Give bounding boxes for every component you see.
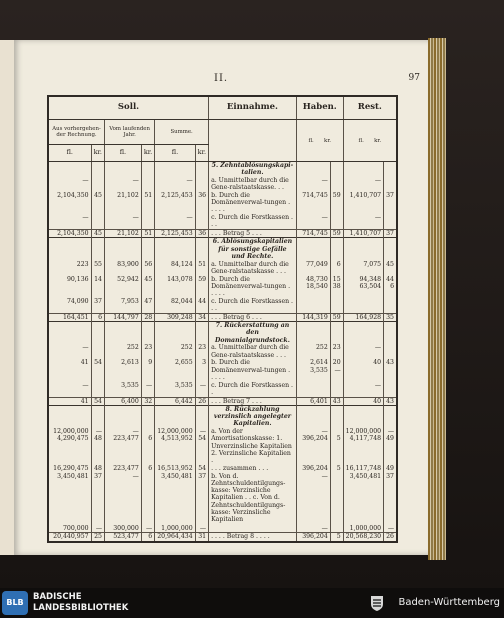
- book-edge: [428, 38, 446, 560]
- cell-b: 21,102: [105, 192, 142, 214]
- table-row: [49, 473, 396, 525]
- rest-kr: kr.: [374, 137, 382, 144]
- cell-b: — 223,477: [105, 428, 142, 465]
- cell-a: 16,290,475: [53, 465, 89, 473]
- cell-d: 8. Rückzahlung verzinslich angelegter Kapitalien.: [209, 405, 297, 428]
- cell-ak: 48: [91, 465, 104, 472]
- state-name[interactable]: Baden-Württemberg: [398, 597, 500, 608]
- cell-b: [105, 322, 142, 345]
- cell-ak: [91, 238, 104, 261]
- cell-ck: — 54: [195, 428, 208, 465]
- cell-d: . . . Betrag 6 . . .: [209, 313, 297, 321]
- cell-a: 223: [76, 260, 89, 268]
- cell-a: [49, 162, 91, 177]
- cell-ck: [195, 405, 208, 428]
- cell-ck: 34: [195, 313, 208, 321]
- cell-e: 714,745: [296, 229, 330, 237]
- section-header-row: [49, 162, 396, 177]
- cell-bk: 47: [141, 298, 154, 313]
- cell-f: [343, 405, 383, 428]
- cell-e: [296, 382, 330, 397]
- cell-ak: — 48: [91, 428, 104, 465]
- cell-ck: [195, 162, 208, 177]
- cell-fk: 49: [384, 465, 396, 472]
- cell-a: 3,450,481: [57, 472, 89, 480]
- section-header-row: [49, 405, 396, 428]
- cell-e: —: [296, 214, 330, 229]
- cell-ck: 59: [195, 276, 208, 298]
- cell-f: 40: [343, 397, 383, 405]
- cell-ek: 23: [330, 344, 343, 359]
- cell-d: . . . zusammen . . .: [209, 465, 297, 472]
- cell-ek: [330, 525, 343, 533]
- cell-ek: [330, 214, 343, 229]
- cell-b: 523,477: [105, 533, 142, 541]
- cell-b: 2,613: [105, 359, 142, 381]
- cell-fk: [384, 405, 396, 428]
- total-row: [49, 229, 396, 237]
- cell-c: [155, 322, 195, 345]
- cell-bk: 6: [141, 465, 154, 472]
- rest-header: Rest.: [343, 97, 396, 120]
- cell-ck: [195, 322, 208, 345]
- cell-ck: [195, 177, 208, 192]
- cell-bk: 6: [141, 533, 154, 541]
- cell-ak: [91, 382, 104, 397]
- cell-ak: 55: [91, 261, 104, 276]
- left-page-edge: [0, 40, 15, 555]
- cell-ek: 5: [330, 533, 343, 541]
- cell-bk: [141, 322, 154, 345]
- cell-d: a. Unmittelbar durch die Gene-ralstaatskasse. . .: [209, 177, 297, 192]
- cell-ck: 36: [195, 192, 208, 214]
- cell-ck: 3: [195, 359, 208, 381]
- haben-fl: fl.: [308, 137, 314, 144]
- cell-b: 83,900: [105, 261, 142, 276]
- cell-ak: 54: [91, 359, 104, 381]
- cell-a: —: [82, 344, 89, 352]
- cell-fk: [384, 322, 396, 345]
- cell-e: 396,204: [296, 533, 330, 541]
- cell-b: —: [105, 473, 142, 525]
- cell-f: 1,000,000: [343, 525, 383, 533]
- cell-f: 94,348 63,504: [343, 276, 383, 298]
- cell-c: 252: [155, 344, 195, 359]
- book-page: [14, 40, 430, 555]
- soll-current-header: Vom laufenden Jahr.: [105, 120, 155, 145]
- cell-d: b. Durch die Domänenverwal-tungen . . . . .: [209, 359, 297, 381]
- cell-ck: 23: [195, 344, 208, 359]
- haben-header: Haben.: [296, 97, 343, 120]
- cell-a: 2,104,350: [49, 229, 91, 237]
- cell-a: 2,104,350: [57, 191, 89, 199]
- cell-bk: [141, 214, 154, 229]
- cell-ek: [330, 177, 343, 192]
- cell-a: [49, 322, 91, 345]
- cell-d: a. Von der Amortisationskasse: 1. Unverzinsliche Kapitalien 2. Verzinsliche Kapitalien .: [209, 428, 297, 465]
- cell-bk: [141, 177, 154, 192]
- cell-e: [296, 405, 330, 428]
- table-row: [49, 525, 396, 533]
- cell-f: [343, 322, 383, 345]
- cell-f: [343, 162, 383, 177]
- cell-ek: 20 —: [330, 359, 343, 381]
- cell-e: 396,204: [296, 465, 330, 472]
- cell-ek: 59: [330, 192, 343, 214]
- cell-c: —: [155, 177, 195, 192]
- cell-ak: [91, 177, 104, 192]
- cell-c: 12,000,000 4,513,952: [155, 428, 195, 465]
- cell-b: 6,400: [105, 397, 142, 405]
- cell-ck: —: [195, 525, 208, 533]
- cell-ek: [330, 473, 343, 525]
- cell-bk: 51: [141, 229, 154, 237]
- cell-b: [105, 162, 142, 177]
- cell-c: 84,124: [155, 261, 195, 276]
- cell-a: 74,090: [66, 297, 89, 305]
- cell-b: —: [105, 214, 142, 229]
- cell-a: 41: [49, 397, 91, 405]
- cell-f: —: [343, 177, 383, 192]
- cell-bk: [141, 473, 154, 525]
- cell-bk: —: [141, 382, 154, 397]
- table-row: [49, 276, 396, 298]
- page-number: 97: [408, 73, 420, 83]
- cell-ek: [330, 322, 343, 345]
- cell-d: 5. Zehntablösungskapi-talien.: [209, 162, 297, 177]
- table-row: [49, 214, 396, 229]
- cell-ek: 43: [330, 397, 343, 405]
- cell-c: 20,964,434: [155, 533, 195, 541]
- cell-d: c. Durch die Forstkassen . . .: [209, 298, 297, 313]
- cell-d: b. Durch die Domänenverwal-tungen . . . . .: [209, 276, 297, 298]
- cell-ak: [91, 322, 104, 345]
- cell-ak: 6: [91, 313, 104, 321]
- cell-a: 12,000,000 4,290,475: [53, 428, 89, 443]
- cell-ck: 26: [195, 397, 208, 405]
- cell-f: [343, 238, 383, 261]
- cell-a: 164,451: [49, 313, 91, 321]
- cell-f: 20,568,230: [343, 533, 383, 541]
- cell-b: 300,000: [105, 525, 142, 533]
- unit-fl-2: fl.: [105, 145, 142, 162]
- cell-ak: 37: [91, 298, 104, 313]
- unit-kr-3: kr.: [195, 145, 208, 162]
- cell-ek: [330, 238, 343, 261]
- total-row: [49, 313, 396, 321]
- cell-a: —: [82, 381, 89, 389]
- cell-ek: 59: [330, 229, 343, 237]
- cell-a: 20,440,957: [49, 533, 91, 541]
- cell-a: 41: [80, 359, 89, 367]
- cell-ck: 44: [195, 298, 208, 313]
- cell-f: —: [343, 344, 383, 359]
- cell-f: —: [343, 214, 383, 229]
- cell-ck: [195, 214, 208, 229]
- cell-bk: 45: [141, 276, 154, 298]
- cell-bk: 56: [141, 261, 154, 276]
- library-name-line2: LANDESBIBLIOTHEK: [33, 602, 129, 613]
- cell-ck: 54: [195, 465, 208, 472]
- cell-c: —: [155, 214, 195, 229]
- cell-ak: 14: [91, 276, 104, 298]
- cell-d: c. Durch die Forstkassen . .: [209, 382, 297, 397]
- cell-bk: 51: [141, 192, 154, 214]
- cell-e: 2,614 3,535: [296, 359, 330, 381]
- cell-c: [155, 162, 195, 177]
- cell-ek: 5: [330, 465, 343, 472]
- cell-c: 2,125,453: [155, 192, 195, 214]
- cell-d: . . . Betrag 7 . . .: [209, 397, 297, 405]
- cell-b: 3,535: [105, 382, 142, 397]
- cell-b: 223,477: [105, 465, 142, 472]
- cell-ek: 59: [330, 313, 343, 321]
- cell-e: —: [296, 473, 330, 525]
- cell-bk: 6: [141, 428, 154, 465]
- cell-c: 143,078: [155, 276, 195, 298]
- cell-ak: —: [91, 525, 104, 533]
- library-name-line1: BADISCHE: [33, 592, 82, 602]
- cell-ck: 36: [195, 229, 208, 237]
- cell-ak: 37: [91, 473, 104, 525]
- cell-f: 7,075: [343, 261, 383, 276]
- state-crest-icon: [370, 595, 384, 611]
- library-footer: [0, 588, 504, 618]
- cell-b: 144,797: [105, 313, 142, 321]
- cell-bk: [141, 162, 154, 177]
- cell-f: 16,117,748: [343, 465, 383, 472]
- cell-a: 90,136: [66, 275, 89, 283]
- unit-kr-2: kr.: [141, 145, 154, 162]
- cell-fk: 37: [384, 229, 396, 237]
- cell-b: 52,942: [105, 276, 142, 298]
- table-row: [49, 428, 396, 465]
- cell-c: [155, 238, 195, 261]
- haben-kr: kr.: [324, 137, 332, 144]
- cell-ek: 15 38: [330, 276, 343, 298]
- table-row: [49, 382, 396, 397]
- cell-b: [105, 405, 142, 428]
- cell-fk: —: [384, 525, 396, 533]
- cell-e: — 396,204: [296, 428, 330, 465]
- cell-bk: [141, 405, 154, 428]
- cell-f: —: [343, 382, 383, 397]
- cell-a: [49, 238, 91, 261]
- cell-c: 309,248: [155, 313, 195, 321]
- cell-d: a. Unmittelbar durch die Gene-ralstaatskasse . . .: [209, 261, 297, 276]
- cell-ek: [330, 405, 343, 428]
- soll-header: Soll.: [49, 97, 209, 120]
- soll-prev-header: Aus vorhergehen- der Rechnung.: [49, 120, 105, 145]
- cell-f: 40: [343, 359, 383, 381]
- table-row: [49, 177, 396, 192]
- cell-a: [49, 405, 91, 428]
- einnahme-header: Einnahme.: [209, 97, 297, 120]
- cell-ak: [91, 344, 104, 359]
- cell-d: a. Unmittelbar durch die Gene-ralstaatskasse . . .: [209, 344, 297, 359]
- cell-e: 714,745: [296, 192, 330, 214]
- unit-fl-1: fl.: [49, 145, 91, 162]
- cell-e: —: [296, 525, 330, 533]
- table-row: [49, 298, 396, 313]
- cell-e: [296, 238, 330, 261]
- cell-c: 3,450,481: [155, 473, 195, 525]
- cell-bk: 28: [141, 313, 154, 321]
- table-row: [49, 465, 396, 472]
- cell-fk: [384, 214, 396, 229]
- cell-fk: [384, 344, 396, 359]
- cell-a: 700,000: [63, 524, 89, 532]
- cell-f: 164,928: [343, 313, 383, 321]
- cell-e: 6,401: [296, 397, 330, 405]
- cell-c: 16,513,952: [155, 465, 195, 472]
- cell-e: 252: [296, 344, 330, 359]
- cell-a: —: [82, 214, 89, 222]
- soll-sum-header: Summe.: [155, 120, 209, 145]
- cell-c: 2,655: [155, 359, 195, 381]
- section-header-row: [49, 238, 396, 261]
- cell-ck: 51: [195, 261, 208, 276]
- cell-ak: 45: [91, 192, 104, 214]
- cell-d: . . . . Betrag 8 . . . .: [209, 533, 297, 541]
- cell-e: —: [296, 177, 330, 192]
- running-head: II.: [214, 73, 229, 84]
- cell-fk: 35: [384, 313, 396, 321]
- cell-bk: 9: [141, 359, 154, 381]
- cell-bk: [141, 238, 154, 261]
- cell-bk: 32: [141, 397, 154, 405]
- library-name: [33, 592, 128, 613]
- rest-fl: fl.: [358, 137, 364, 144]
- cell-fk: [384, 298, 396, 313]
- cell-d: 6. Ablösungskapitalien für sonstige Gefälle und Rechte.: [209, 238, 297, 261]
- cell-fk: 45: [384, 261, 396, 276]
- cell-ek: [330, 382, 343, 397]
- cell-d: . . . Betrag 5 . . .: [209, 229, 297, 237]
- cell-bk: —: [141, 525, 154, 533]
- cell-e: [296, 298, 330, 313]
- cell-c: 1,000,000: [155, 525, 195, 533]
- cell-fk: 37: [384, 473, 396, 525]
- table-row: [49, 192, 396, 214]
- cell-b: [105, 238, 142, 261]
- unit-kr-1: kr.: [91, 145, 104, 162]
- cell-ek: 5: [330, 428, 343, 465]
- cell-f: 1,410,707: [343, 192, 383, 214]
- cell-b: 21,102: [105, 229, 142, 237]
- cell-b: 7,953: [105, 298, 142, 313]
- cell-ek: 6: [330, 261, 343, 276]
- cell-ek: [330, 162, 343, 177]
- cell-c: 6,442: [155, 397, 195, 405]
- cell-e: 48,730 18,540: [296, 276, 330, 298]
- cell-b: 252: [105, 344, 142, 359]
- cell-fk: [384, 177, 396, 192]
- cell-ck: 31: [195, 533, 208, 541]
- section-header-row: [49, 322, 396, 345]
- cell-ck: 37: [195, 473, 208, 525]
- cell-f: [343, 298, 383, 313]
- cell-c: 2,125,453: [155, 229, 195, 237]
- cell-c: 82,044: [155, 298, 195, 313]
- blb-logo[interactable]: BLB: [2, 591, 28, 615]
- cell-fk: 43: [384, 397, 396, 405]
- cell-b: —: [105, 177, 142, 192]
- cell-ak: 25: [91, 533, 104, 541]
- cell-a: —: [82, 176, 89, 184]
- cell-ek: [330, 298, 343, 313]
- cell-ak: 54: [91, 397, 104, 405]
- cell-c: [155, 405, 195, 428]
- cell-d: b. Von d. Zehntschuldentilgungs-kasse: Verzinsliche Kapitalien . . c. Von d. Zehntschuldentilgungs-kasse: Verzinsliche Kapitalien: [209, 473, 297, 525]
- cell-bk: 23: [141, 344, 154, 359]
- cell-ck: —: [195, 382, 208, 397]
- cell-fk: [384, 162, 396, 177]
- cell-f: 3,450,481: [343, 473, 383, 525]
- table-row: [49, 344, 396, 359]
- total-row: [49, 397, 396, 405]
- table-row: [49, 359, 396, 381]
- cell-f: 1,410,707: [343, 229, 383, 237]
- cell-d: [209, 525, 297, 533]
- cell-ak: [91, 405, 104, 428]
- cell-e: [296, 162, 330, 177]
- cell-d: 7. Rückerstattung an den Domanialgrundstock.: [209, 322, 297, 345]
- total-row: [49, 533, 396, 541]
- cell-fk: [384, 238, 396, 261]
- cell-fk: 43: [384, 359, 396, 381]
- table-row: [49, 261, 396, 276]
- cell-fk: [384, 382, 396, 397]
- cell-fk: — 49: [384, 428, 396, 465]
- cell-e: 144,319: [296, 313, 330, 321]
- cell-ak: [91, 162, 104, 177]
- cell-e: 77,049: [296, 261, 330, 276]
- cell-fk: 44 6: [384, 276, 396, 298]
- cell-d: b. Durch die Domänenverwal-tungen . . . . .: [209, 192, 297, 214]
- cell-fk: 26: [384, 533, 396, 541]
- cell-d: c. Durch die Forstkassen . . .: [209, 214, 297, 229]
- cell-ak: [91, 214, 104, 229]
- unit-fl-3: fl.: [155, 145, 195, 162]
- cell-e: [296, 322, 330, 345]
- cell-ak: 45: [91, 229, 104, 237]
- ledger-table: [47, 95, 398, 543]
- cell-fk: 37: [384, 192, 396, 214]
- cell-ck: [195, 238, 208, 261]
- cell-f: 12,000,000 4,117,748: [343, 428, 383, 465]
- cell-c: 3,535: [155, 382, 195, 397]
